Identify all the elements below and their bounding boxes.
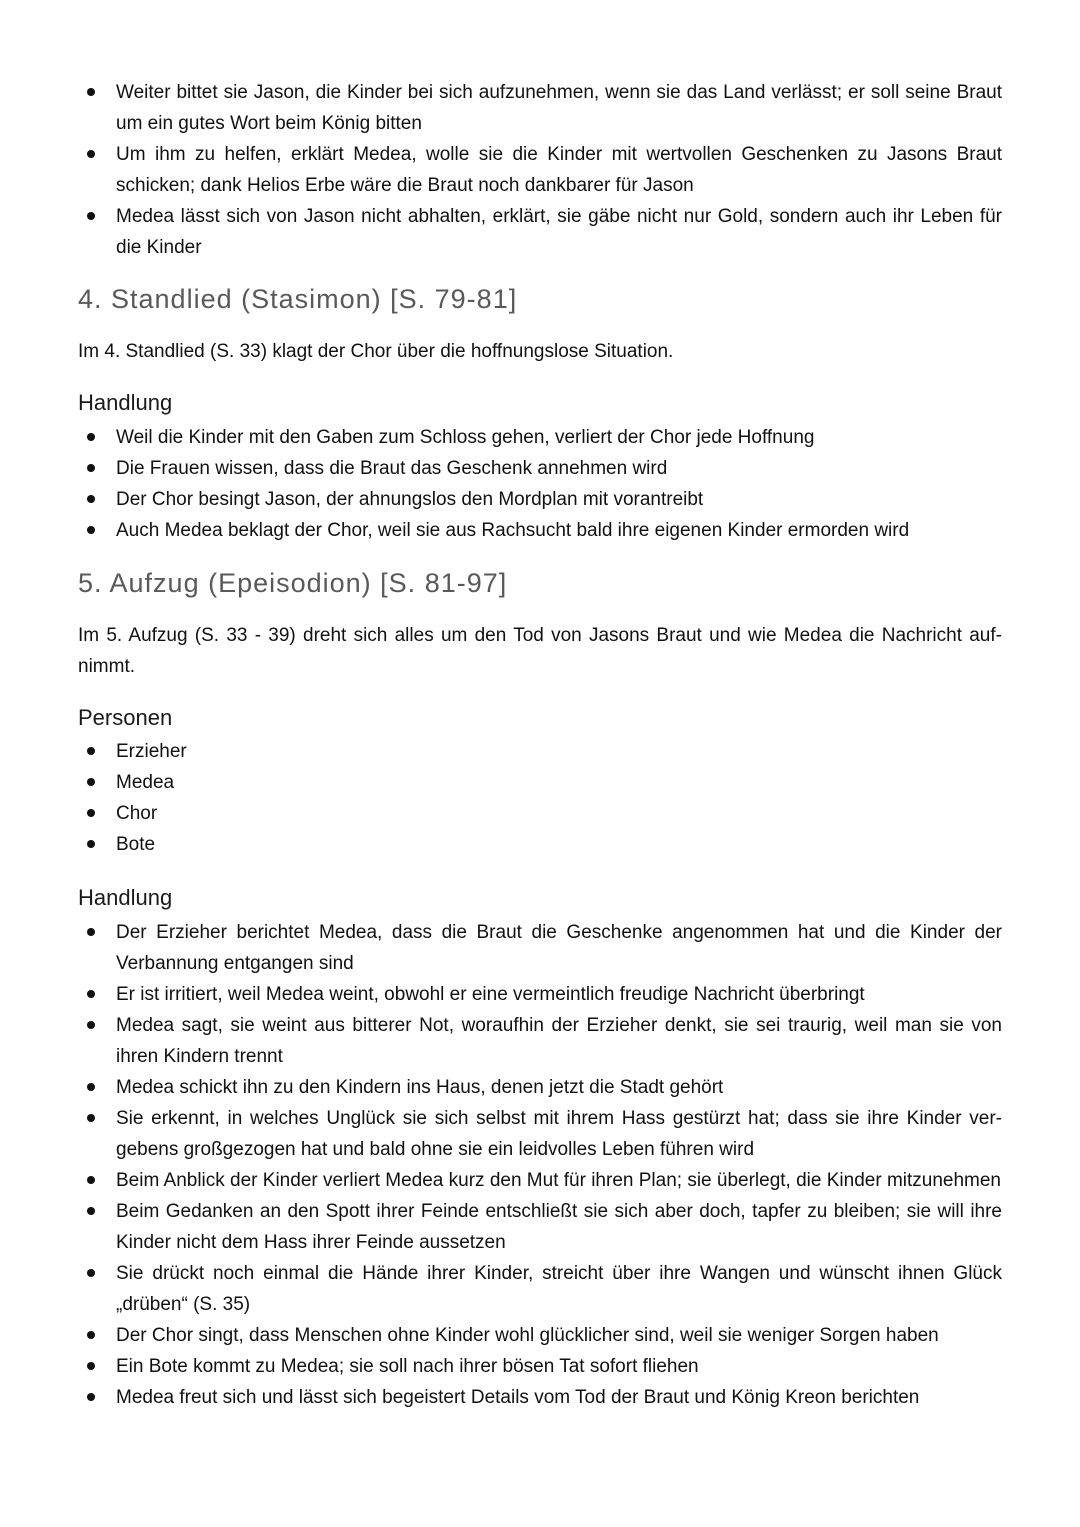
section5-handlung-heading: Handlung bbox=[78, 885, 173, 910]
list-item: Medea bbox=[78, 767, 1002, 798]
bullet-icon bbox=[87, 990, 95, 998]
bullet-icon bbox=[87, 809, 95, 817]
list-item: Der Chor singt, dass Menschen ohne Kinder wohl glücklicher sind, weil sie weniger Sorgen haben bbox=[78, 1320, 1002, 1351]
bullet-icon bbox=[87, 840, 95, 848]
list-item: Medea sagt, sie weint aus bitterer Not, woraufhin der Erzieher denkt, sie sei traurig, weil man sie von ihren Kindern trennt bbox=[78, 1010, 1002, 1072]
list-item: Chor bbox=[78, 798, 1002, 829]
bullet-icon bbox=[87, 1114, 95, 1122]
list-item: Medea schickt ihn zu den Kindern ins Haus, denen jetzt die Stadt gehört bbox=[78, 1072, 1002, 1103]
section4-summary: Im 4. Standlied (S. 33) klagt der Chor über die hoffnungslose Situation. bbox=[78, 341, 674, 362]
bullet-icon bbox=[87, 212, 95, 220]
bullet-icon bbox=[87, 433, 95, 441]
bullet-icon bbox=[87, 747, 95, 755]
list-item: Beim Gedanken an den Spott ihrer Feinde entschließt sie sich aber doch, tapfer zu bleiben; sie will ihre Kinder nicht dem Hass ihrer Feinde aussetzen bbox=[78, 1196, 1002, 1258]
section4-handlung-heading: Handlung bbox=[78, 390, 173, 415]
list-item: Erzieher bbox=[78, 736, 1002, 767]
bullet-icon bbox=[87, 1269, 95, 1277]
list-item: Weiter bittet sie Jason, die Kinder bei sich aufzunehmen, wenn sie das Land verlässt; er soll seine Braut um ein gutes Wort beim König bitten bbox=[78, 77, 1002, 139]
list-item: Der Erzieher berichtet Medea, dass die Braut die Geschenke angenommen hat und die Kinder der Verbannung entgangen sind bbox=[78, 917, 1002, 979]
list-item: Medea freut sich und lässt sich begeistert Details vom Tod der Braut und König Kreon berichten bbox=[78, 1382, 1002, 1413]
bullet-icon bbox=[87, 1083, 95, 1091]
section5-heading: 5. Aufzug (Epeisodion) [S. 81-97] bbox=[78, 568, 508, 598]
list-item: Beim Anblick der Kinder verliert Medea kurz den Mut für ihren Plan; sie überlegt, die Kinder mitzunehmen bbox=[78, 1165, 1002, 1196]
list-item: Auch Medea beklagt der Chor, weil sie aus Rachsucht bald ihre eigenen Kinder ermorden wird bbox=[78, 515, 1002, 546]
list-item: Um ihm zu helfen, erklärt Medea, wolle sie die Kinder mit wertvollen Geschenken zu Jasons Braut schicken; dank Helios Erbe wäre die Braut noch dankbarer für Jason bbox=[78, 139, 1002, 201]
section5-personen-heading: Personen bbox=[78, 705, 173, 730]
bullet-icon bbox=[87, 464, 95, 472]
section4-heading: 4. Standlied (Stasimon) [S. 79-81] bbox=[78, 284, 518, 314]
bullet-icon bbox=[87, 150, 95, 158]
list-item: Sie erkennt, in welches Unglück sie sich selbst mit ihrem Hass gestürzt hat; dass sie ihre Kinder vergebens großgezogen hat und bald ohne sie ein leidvolles Leben führen wird bbox=[78, 1103, 1002, 1165]
list-item: Weil die Kinder mit den Gaben zum Schloss gehen, verliert der Chor jede Hoffnung bbox=[78, 422, 1002, 453]
intro-bullet-list bbox=[78, 77, 1002, 263]
section5-personen-list bbox=[78, 736, 1002, 860]
bullet-icon bbox=[87, 928, 95, 936]
list-item: Bote bbox=[78, 829, 1002, 860]
list-item: Ein Bote kommt zu Medea; sie soll nach ihrer bösen Tat sofort fliehen bbox=[78, 1351, 1002, 1382]
list-item: Medea lässt sich von Jason nicht abhalten, erklärt, sie gäbe nicht nur Gold, sondern auch ihr Leben für die Kinder bbox=[78, 201, 1002, 263]
list-item: Die Frauen wissen, dass die Braut das Geschenk annehmen wird bbox=[78, 453, 1002, 484]
bullet-icon bbox=[87, 526, 95, 534]
section5-summary: Im 5. Aufzug (S. 33 - 39) dreht sich alles um den Tod von Jasons Braut und wie Medea die Nachricht aufnimmt. bbox=[78, 625, 1002, 677]
section4-handlung-list bbox=[78, 422, 1002, 546]
bullet-icon bbox=[87, 88, 95, 96]
list-item: Sie drückt noch einmal die Hände ihrer Kinder, streicht über ihre Wangen und wünscht ihnen Glück „drüben“ (S. 35) bbox=[78, 1258, 1002, 1320]
bullet-icon bbox=[87, 495, 95, 503]
bullet-icon bbox=[87, 1207, 95, 1215]
list-item: Der Chor besingt Jason, der ahnungslos den Mordplan mit vorantreibt bbox=[78, 484, 1002, 515]
bullet-icon bbox=[87, 1362, 95, 1370]
section5-handlung-list bbox=[78, 917, 1002, 1413]
bullet-icon bbox=[87, 1021, 95, 1029]
list-item: Er ist irritiert, weil Medea weint, obwohl er eine vermeintlich freudige Nachricht überbringt bbox=[78, 979, 1002, 1010]
bullet-icon bbox=[87, 1176, 95, 1184]
bullet-icon bbox=[87, 778, 95, 786]
bullet-icon bbox=[87, 1393, 95, 1401]
bullet-icon bbox=[87, 1331, 95, 1339]
